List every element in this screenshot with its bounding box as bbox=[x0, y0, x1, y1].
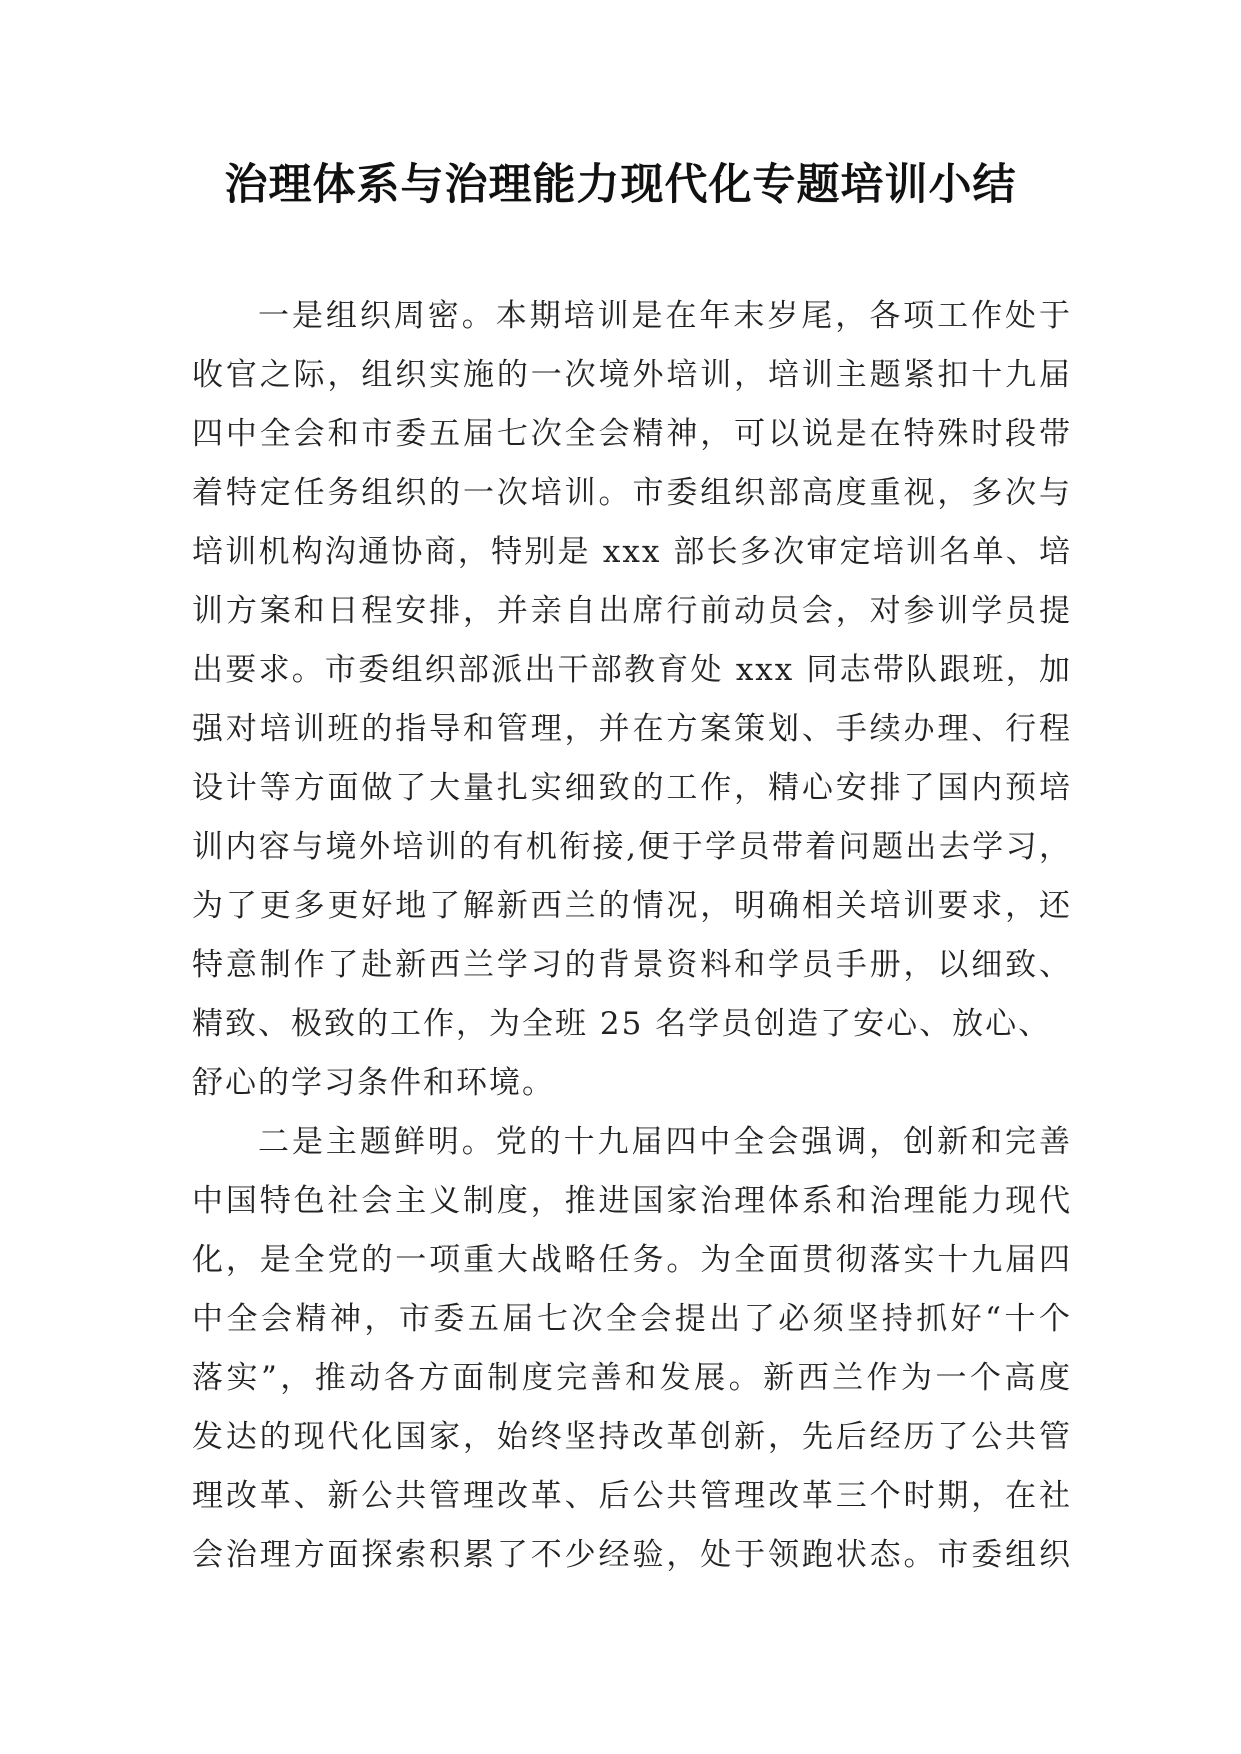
paragraph-theme bbox=[192, 1113, 1072, 1585]
paragraph-line: 理改革、新公共管理改革、后公共管理改革三个时期，在社 bbox=[192, 1478, 1072, 1514]
paragraph-line: 会治理方面探索积累了不少经验，处于领跑状态。市委组织 bbox=[192, 1537, 1072, 1573]
paragraph-line: 四中全会和市委五届七次全会精神，可以说是在特殊时段带 bbox=[192, 416, 1072, 452]
paragraph-line: 训方案和日程安排，并亲自出席行前动员会，对参训学员提 bbox=[192, 593, 1072, 629]
paragraph-line: 出要求。市委组织部派出干部教育处 xxx 同志带队跟班，加 bbox=[192, 652, 1072, 688]
paragraph-line: 化，是全党的一项重大战略任务。为全面贯彻落实十九届四 bbox=[192, 1242, 1072, 1278]
paragraph-line: 特意制作了赴新西兰学习的背景资料和学员手册，以细致、 bbox=[192, 947, 1072, 983]
paragraph-line: 中国特色社会主义制度，推进国家治理体系和治理能力现代 bbox=[192, 1183, 1072, 1219]
paragraph-line: 为了更多更好地了解新西兰的情况，明确相关培训要求，还 bbox=[192, 888, 1072, 924]
document-title: 治理体系与治理能力现代化专题培训小结 bbox=[224, 160, 1017, 210]
paragraph-line: 发达的现代化国家，始终坚持改革创新，先后经历了公共管 bbox=[192, 1419, 1072, 1455]
paragraph-line: 精致、极致的工作，为全班 25 名学员创造了安心、放心、 bbox=[192, 1006, 1052, 1042]
paragraph-line: 中全会精神，市委五届七次全会提出了必须坚持抓好“十个 bbox=[192, 1301, 1072, 1337]
paragraph-line: 落实”，推动各方面制度完善和发展。新西兰作为一个高度 bbox=[192, 1360, 1072, 1396]
paragraph-line: 一是组织周密。本期培训是在年末岁尾，各项工作处于 bbox=[258, 298, 1072, 334]
paragraph-line: 设计等方面做了大量扎实细致的工作，精心安排了国内预培 bbox=[192, 770, 1072, 806]
paragraph-line: 培训机构沟通协商，特别是 xxx 部长多次审定培训名单、培 bbox=[192, 534, 1072, 570]
paragraph-organization bbox=[192, 287, 1072, 1113]
paragraph-line: 强对培训班的指导和管理，并在方案策划、手续办理、行程 bbox=[192, 711, 1072, 747]
paragraph-line: 着特定任务组织的一次培训。市委组织部高度重视，多次与 bbox=[192, 475, 1072, 511]
paragraph-line: 收官之际，组织实施的一次境外培训，培训主题紧扣十九届 bbox=[192, 357, 1072, 393]
paragraph-line: 舒心的学习条件和环境。 bbox=[192, 1065, 555, 1101]
document-body bbox=[192, 287, 1072, 1585]
paragraph-line: 二是主题鲜明。党的十九届四中全会强调，创新和完善 bbox=[258, 1124, 1072, 1160]
paragraph-line: 训内容与境外培训的有机衔接,便于学员带着问题出去学习， bbox=[192, 829, 1072, 865]
